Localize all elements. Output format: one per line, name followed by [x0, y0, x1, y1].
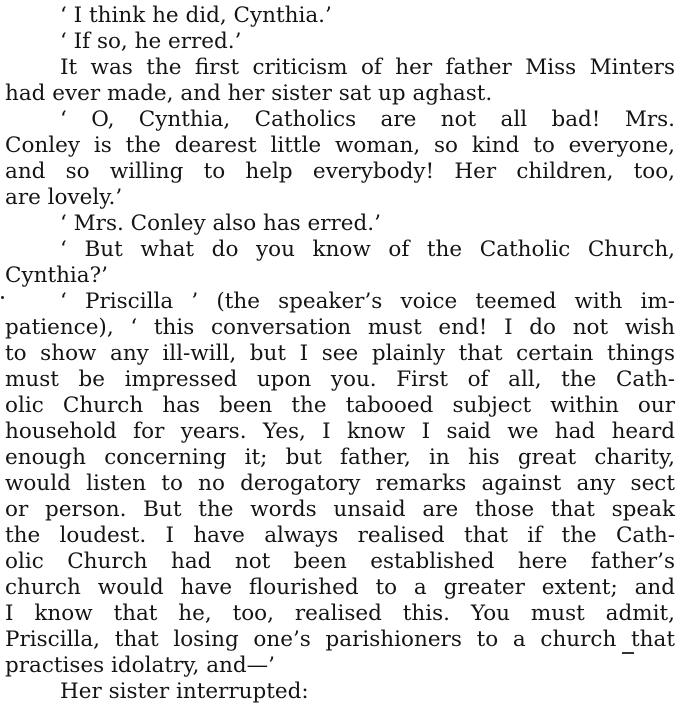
text-line-12: ‘ Priscilla ’ (the speaker’s voice teemed with im- [60, 289, 675, 314]
text-line-24: I know that he, too, realised this. You must admit, [5, 601, 675, 626]
print-speck [1, 296, 4, 299]
text-line-1: ‘ I think he did, Cynthia.’ [60, 3, 332, 28]
text-line-18: enough concerning it; but father, in his great charity, [5, 445, 675, 470]
text-line-14: to show any ill-will, but I see plainly that certain things [5, 341, 675, 366]
text-line-21: the loudest. I have always realised that if the Cath- [5, 523, 675, 548]
text-line-11: Cynthia?’ [5, 263, 108, 288]
text-line-13: patience), ‘ this conversation must end! I do not wish [5, 315, 675, 340]
text-line-4: had ever made, and her sister sat up aghast. [5, 81, 493, 106]
text-line-26: practises idolatry, and—’ [5, 653, 275, 678]
text-line-23: church would have flourished to a greater extent; and [5, 575, 675, 600]
text-line-6: Conley is the dearest little woman, so kind to everyone, [5, 133, 675, 158]
text-line-10: ‘ But what do you know of the Catholic Church, [60, 237, 675, 262]
text-line-27: Her sister interrupted: [60, 679, 309, 704]
print-mark [622, 652, 634, 654]
text-line-16: olic Church has been the tabooed subject within our [5, 393, 675, 418]
text-line-22: olic Church had not been established here father’s [5, 549, 675, 574]
text-line-7: and so willing to help everybody! Her children, too, [5, 159, 675, 184]
text-line-15: must be impressed upon you. First of all, the Cath- [5, 367, 675, 392]
text-line-3: It was the first criticism of her father Miss Minters [60, 55, 675, 80]
text-line-25: Priscilla, that losing one’s parishioners to a church that [5, 627, 675, 652]
text-line-9: ‘ Mrs. Conley also has erred.’ [60, 211, 381, 236]
text-line-5: ‘ O, Cynthia, Catholics are not all bad! Mrs. [60, 107, 675, 132]
text-line-20: or person. But the words unsaid are those that speak [5, 497, 675, 522]
text-line-17: household for years. Yes, I know I said we had heard [5, 419, 675, 444]
text-line-2: ‘ If so, he erred.’ [60, 29, 242, 54]
text-line-19: would listen to no derogatory remarks against any sect [5, 471, 675, 496]
text-line-8: are lovely.’ [5, 185, 123, 210]
